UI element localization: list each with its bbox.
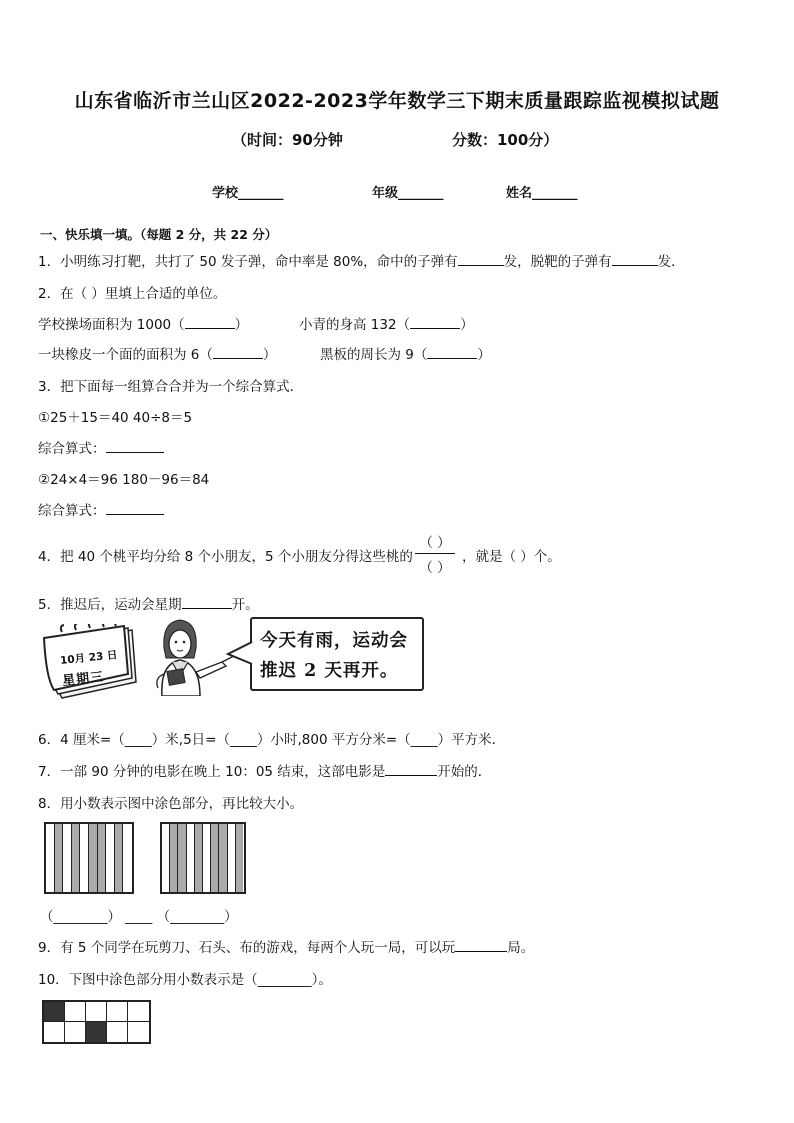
exam-score: 分数：100分） [452, 131, 559, 149]
question-3-group-2: ②24×4＝96 180－96＝84 [38, 472, 210, 488]
shaded-grid [42, 1000, 151, 1044]
question-6: 6．4 厘米=（____）米,5日=（____）小时,800 平方分米=（____）平方米． [38, 732, 506, 748]
question-2d: 黑板的周长为 9（ ） [320, 343, 491, 363]
question-2: 2．在（ ）里填上合适的单位。 [38, 286, 227, 302]
question-3-group-1: ①25＋15＝40 40÷8＝5 [38, 410, 193, 426]
speech-line-2: 推迟 2 天再开。 [260, 661, 399, 681]
question-3: 3．把下面每一组算合合并为一个综合算式． [38, 379, 304, 395]
calendar-date: 10月 23 日 [59, 649, 119, 667]
fraction-numerator: （ ） [419, 535, 451, 551]
grade-field: 年级_______ [372, 186, 444, 201]
exam-time: （时间：90分钟 [232, 131, 343, 149]
question-8: 8．用小数表示图中涂色部分，再比较大小。 [38, 796, 304, 812]
question-1: 1．小明练习打靶，共打了 50 发子弹，命中率是 80%，命中的子弹有 发，脱靶的子弹有 发． [38, 250, 685, 270]
question-2b: 小青的身高 132（ ） [299, 313, 474, 333]
question-2c: 一块橡皮一个面的面积为 6（ ） [38, 343, 276, 363]
fraction-line [415, 553, 455, 554]
question-2a: 学校操场面积为 1000（ ） [38, 313, 248, 333]
calendar-illustration [40, 624, 140, 702]
speech-line-1: 今天有雨，运动会 [260, 631, 408, 651]
speech-pointer [226, 640, 254, 666]
question-3-answer-1: 综合算式： [38, 437, 164, 457]
question-10: 10．下图中涂色部分用小数表示是（________）。 [38, 972, 332, 988]
page-title: 山东省临沂市兰山区2022-2023学年数学三下期末质量跟踪监视模拟试题 [74, 90, 720, 112]
question-4: 4．把 40 个桃平均分给 8 个小朋友，5 个小朋友分得这些桃的 [38, 549, 413, 565]
calendar-weekday: 星期三 [61, 669, 105, 690]
speech-bubble [250, 617, 424, 691]
school-field: 学校_______ [212, 186, 284, 201]
fraction-blank [412, 531, 458, 577]
question-8-answers: （________） ____ （________） [40, 909, 238, 925]
section-heading: 一、快乐填一填。（每题 2 分，共 22 分） [40, 227, 278, 242]
question-4-tail: ，就是（ ）个。 [462, 549, 561, 565]
striped-figure-right [160, 822, 246, 894]
question-9: 9．有 5 个同学在玩剪刀、石头、布的游戏，每两个人玩一局，可以玩 局。 [38, 936, 534, 956]
striped-figure-left [44, 822, 134, 894]
question-7: 7．一部 90 分钟的电影在晚上 10：05 结束，这部电影是 开始的． [38, 760, 491, 780]
question-5: 5．推迟后，运动会星期 开。 [38, 593, 259, 613]
fraction-denominator: （ ） [419, 560, 451, 576]
name-field: 姓名_______ [506, 186, 578, 201]
question-3-answer-2: 综合算式： [38, 499, 164, 519]
